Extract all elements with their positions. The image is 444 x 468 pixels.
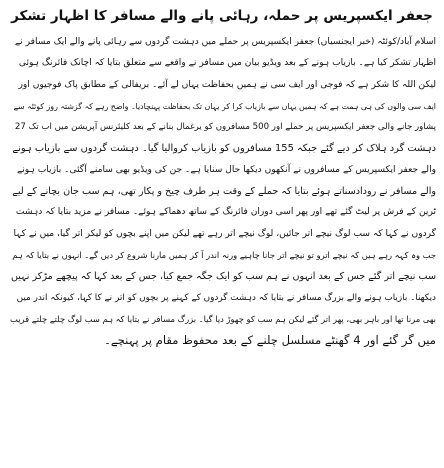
- article-line: ایف سی والوں کی ہی ہمت ہے کہ ہمیں یہاں سے بازیاب کرا کر یہاں تک بحفاظت پہنچادیا۔ واضح رہے کہ گزشتہ روز کوئٹہ سے: [13, 101, 436, 111]
- article-line: بھی مرنا تھا اور باہر بھی، پھر اتر گئے لیکن ہم سب کو چھوڑ دیا گیا۔ بزرگ مسافر نے بتایا کہ ہم سب لوگ چلتے چلتے قریب: [10, 313, 436, 324]
- article-line: دہشت گرد ہلاک کر دیے گئے جبکہ 155 مسافروں کو بازیاب کروالیا گیا۔ دہشت گردوں سے بازیاب ہونے: [12, 143, 436, 155]
- article-line: والے جعفر ایکسپریس کے مسافروں نے آنکھوں دیکھا حال سنایا ہے۔ جن کی ویڈیو بھی سامنے آگئی۔ بازیاب ہونے: [16, 164, 436, 175]
- article-line: میں گر گئے اور 4 گھنٹے مسلسل چلنے کے بعد محفوظ مقام پر پہنچے۔: [104, 333, 436, 348]
- article-line: پشاور جانے والی جعفر ایکسپریس پر حملے اور 500 مسافروں کو یرغمال بنانے کے بعد کلیئرنس آپریشن میں اب تک 27: [14, 122, 436, 133]
- article-line: گردوں نے کہا کہ سب لوگ نیچے اتر جائیں، لوگ نیچے اتر رہے تھے لیکن میں اپنے بچوں کو لیکر اتر گیا، میں نے کہا: [13, 228, 436, 239]
- article-line: دیکھنا۔ بازیاب ہونے والے بزرگ مسافر نے بتایا کہ دہشت گردوں کے کہنے پر بچوں کو اتر نے کا کہا، کیونکہ اندر میں: [16, 292, 436, 303]
- article-headline: جعفر ایکسپریس پر حملہ، رہائی پانے والے مسافر کا اظہار تشکر: [11, 8, 433, 24]
- article-line: ٹرین کے فرش پر لیٹ گئے تھے اور پھر اسی دوران فائرنگ کے ساتھ دھماکے ہوئے۔ مسافر نے مزید بتایا کہ دہشت: [15, 207, 436, 218]
- article-body: [8, 32, 436, 351]
- article-line: جب وہ کہہ رہے ہیں کہ نیچے اترو تو نیچے اتر جانا چاہیے ورنہ اندر آ کر ہمیں مارنا شروع کر دیں گے۔ انہوں نے بتایا کہ ہم: [12, 249, 436, 260]
- article-line: والے مسافر نے رودادسناتے ہوئے بتایا کہ حملے کے وقت ہر طرف چیخ و پکار تھی، ہم سب جان بچانے کے لیے: [12, 186, 436, 198]
- article-line: لیکن اللہ کا شکر ہے کہ فوجی اور ایف سی نے ہمیں بحفاظت یہاں لے آئے۔ بریفالی کے مطابق پاک فوجیوں اور: [18, 79, 436, 90]
- article-line: اظہار تشکر کیا ہے۔ بازیاب ہونے کے بعد ویڈیو بیان میں مسافر نے واقعے سے متعلق بتایا کہ اچانک فائرنگ ہوئی: [18, 58, 436, 69]
- article-line: اسلام آباد/کوئٹہ (خبر ایجنسیاں) جعفر ایکسپریس پر حملے میں دہشت گردوں سے رہائی پانے والے ایک مسافر نے: [14, 37, 436, 47]
- article-line: سب نیچے اتر گئے جس کے بعد انہوں نے ہم سب کو ایک جگہ جمع کیا، جس کے بعد کہا کہ پیچھے مڑکر نہیں: [10, 271, 436, 283]
